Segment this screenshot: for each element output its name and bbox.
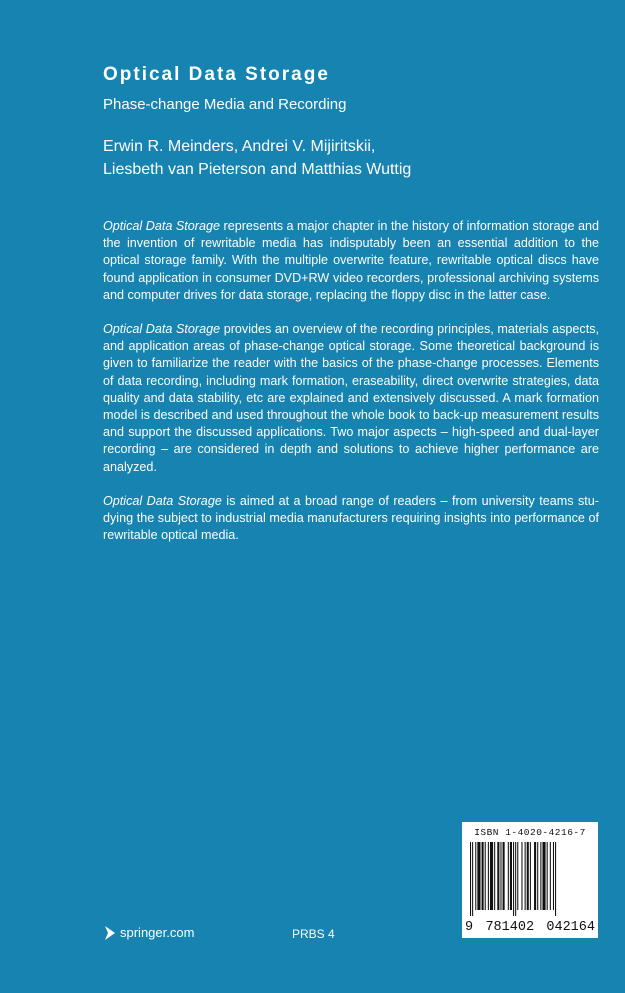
book-title: Optical Data Storage — [103, 64, 330, 85]
barcode-bar — [500, 842, 501, 910]
isbn-label: ISBN 1-4020-4216-7 — [474, 827, 586, 838]
paragraph-text: provides an overview of the recording principles, materials aspects, and application areas of phase-change optical storage. Some theoretical background is given to familiarize the reader with the basics of the phase-change processes. Elements of data recording, including mark formation, eraseability, direct overwrite strategies, data quality and data stability, etc are explained and extensively discussed. A mark formation model is described and used throughout the whole book to back-up measurement results and support the discussed applications. Two major aspects – high-speed and dual-layer recording – are considered in depth and solutions to achieve higher performance are analyzed. — [103, 322, 599, 474]
barcode-bar — [477, 842, 480, 910]
author-line: Liesbeth van Pieterson and Matthias Wuttig — [103, 161, 412, 178]
series-code: PRBS 4 — [292, 927, 335, 941]
barcode-bar — [527, 842, 529, 910]
isbn-digit-group: 042164 — [546, 920, 595, 935]
barcode-bar — [525, 842, 526, 910]
publisher-url: springer.com — [120, 925, 195, 940]
barcode-bar — [503, 842, 505, 910]
barcode-bar — [555, 842, 556, 916]
paragraph-lead: Optical Data Storage — [103, 322, 221, 337]
barcode-bar — [482, 842, 484, 910]
publisher-link[interactable] — [104, 925, 194, 940]
paragraph-lead: Optical Data Storage — [103, 219, 220, 233]
barcode-bar — [508, 842, 509, 910]
blurb-paragraph — [103, 321, 599, 476]
paragraph-lead: Optical Data Storage — [103, 493, 222, 508]
barcode-bar — [510, 842, 512, 910]
author-list — [103, 135, 411, 181]
book-subtitle: Phase-change Media and Recording — [103, 96, 347, 113]
chevron-right-icon — [104, 926, 116, 940]
barcode-bar — [472, 842, 473, 916]
isbn-digit-first: 9 — [465, 920, 474, 935]
barcode-bar — [475, 842, 476, 910]
blurb-paragraph — [103, 493, 599, 545]
blurb — [103, 218, 599, 561]
blurb-paragraph — [103, 218, 599, 304]
barcode-bar — [497, 842, 499, 910]
barcode-bar — [540, 842, 541, 910]
barcode-bar — [550, 842, 551, 910]
barcode-bar — [553, 842, 554, 910]
isbn-digits — [465, 920, 595, 935]
barcode-bars — [468, 842, 592, 916]
paragraph-text: is aimed at a broad range of readers – from university teams studying the subject to industrial media manufacturers requiring insights into performance of rewritable optical media. — [103, 493, 599, 543]
barcode-bar — [537, 842, 538, 910]
barcode-bar — [485, 842, 486, 910]
barcode-bar — [515, 842, 516, 916]
barcode-bar — [494, 842, 495, 910]
barcode-bar — [542, 842, 545, 910]
isbn-barcode — [462, 822, 598, 938]
author-line: Erwin R. Meinders, Andrei V. Mijiritskii, — [103, 138, 376, 155]
barcode-bar — [490, 842, 493, 910]
barcode-bar — [534, 842, 536, 910]
barcode-bar — [517, 842, 518, 910]
barcode-bar — [530, 842, 531, 910]
barcode-bar — [521, 842, 522, 910]
barcode-bar — [547, 842, 548, 910]
isbn-digit-group: 781402 — [485, 920, 535, 935]
paragraph-text: represents a major chapter in the history of information storage and the invention of rewritable media has indisputably been an essential addition to the optical storage family. With the multiple overwrite feature, rewritable optical discs have found application in consumer DVD+RW video recorders, professional archiving systems and computer drives for data storage, replacing the floppy disc in the latter case. — [103, 219, 599, 302]
barcode-bar — [470, 842, 471, 916]
barcode-bar — [488, 842, 489, 910]
barcode-bar — [513, 842, 514, 916]
